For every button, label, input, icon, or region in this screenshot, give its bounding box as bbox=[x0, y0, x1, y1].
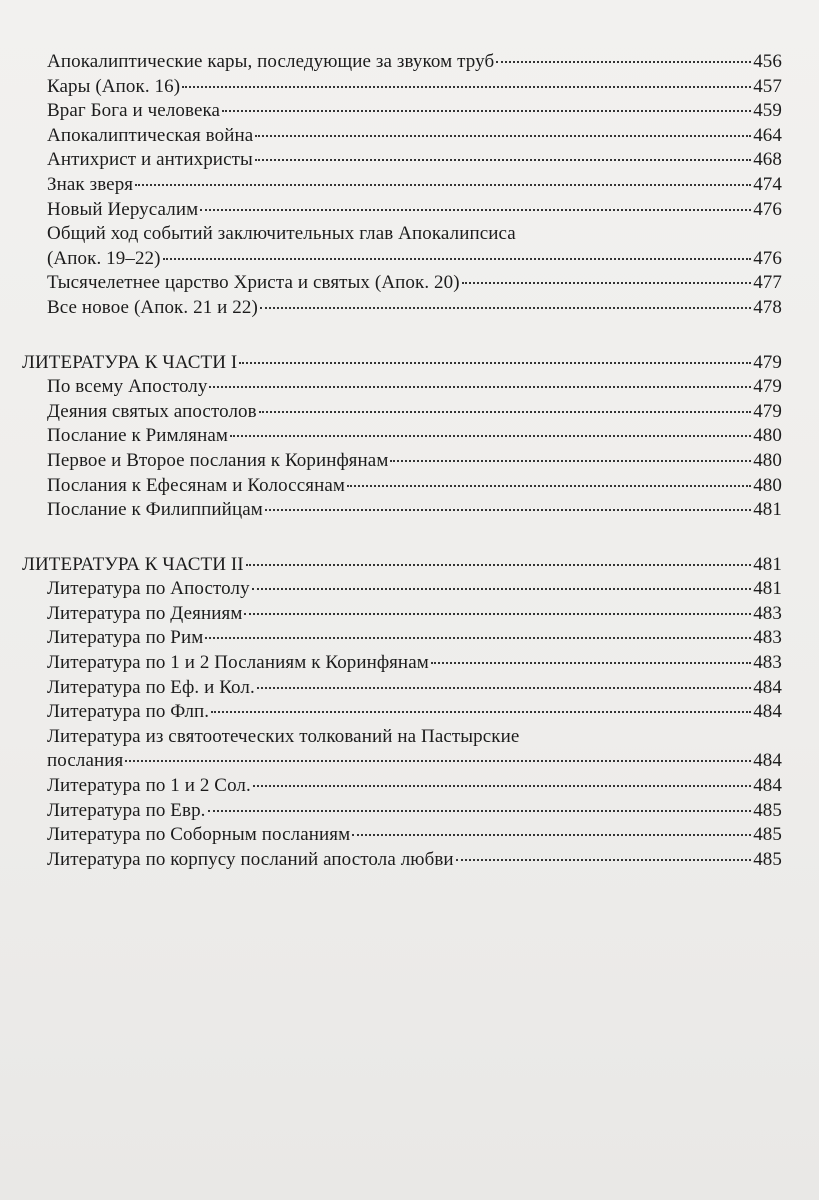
dot-leader bbox=[456, 858, 751, 861]
toc-entry bbox=[22, 626, 782, 651]
dot-leader bbox=[163, 257, 752, 260]
toc-entry bbox=[22, 651, 782, 676]
toc-entry-title: Послание к Филиппийцам bbox=[47, 499, 263, 521]
toc-entry-page: 484 bbox=[753, 775, 782, 797]
toc-entry-page: 477 bbox=[753, 272, 782, 294]
toc-entry bbox=[22, 474, 782, 499]
dot-leader bbox=[431, 661, 751, 664]
toc-entry-title: Литература по корпусу посланий апостола любви bbox=[47, 848, 454, 870]
toc-entry-title: Литература по 1 и 2 Посланиям к Коринфянам bbox=[47, 652, 429, 674]
toc-entry-title: Литература по Флп. bbox=[47, 701, 210, 723]
toc-entry-page: 479 bbox=[753, 376, 782, 398]
toc-entry bbox=[22, 498, 782, 523]
dot-leader bbox=[200, 208, 751, 211]
toc-entry-page: 483 bbox=[753, 602, 782, 624]
toc-entry bbox=[22, 823, 782, 848]
toc-entry bbox=[22, 799, 782, 824]
dot-leader bbox=[205, 636, 751, 639]
toc-entry-title: Общий ход событий заключительных глав Апокалипсиса bbox=[47, 223, 516, 245]
toc-entry-title: Первое и Второе послания к Коринфянам bbox=[47, 449, 389, 471]
dot-leader bbox=[255, 158, 751, 161]
toc-section-heading bbox=[22, 553, 782, 578]
toc-entry bbox=[22, 848, 782, 873]
toc-entry-title: Все новое (Апок. 21 и 22) bbox=[47, 296, 258, 318]
toc-section-heading bbox=[22, 351, 782, 376]
toc-entry-title: Антихрист и антихристы bbox=[47, 149, 253, 171]
dot-leader bbox=[347, 484, 751, 487]
toc-entry bbox=[22, 676, 782, 701]
dot-leader bbox=[390, 459, 751, 462]
dot-leader bbox=[255, 134, 751, 137]
toc-entry-page: 485 bbox=[753, 848, 782, 870]
toc-entry bbox=[22, 271, 782, 296]
toc-entry-page: 481 bbox=[753, 578, 782, 600]
toc-entry-page: 480 bbox=[753, 474, 782, 496]
dot-leader bbox=[222, 109, 751, 112]
toc-entry-title: Апокалиптическая война bbox=[47, 124, 254, 146]
toc-entry-title: Тысячелетнее царство Христа и святых (Апок. 20) bbox=[47, 272, 460, 294]
dot-leader bbox=[244, 612, 751, 615]
toc-group-apocalypse bbox=[22, 50, 782, 321]
toc-entry bbox=[22, 602, 782, 627]
toc-entry-title: Апокалиптические кары, последующие за звуком труб bbox=[47, 51, 495, 72]
toc-entry-page: 485 bbox=[753, 799, 782, 821]
toc-entry bbox=[22, 198, 782, 223]
dot-leader bbox=[257, 686, 751, 689]
toc-entry-page: 483 bbox=[753, 652, 782, 674]
toc-entry-page: 485 bbox=[753, 824, 782, 846]
toc-entry bbox=[22, 148, 782, 173]
dot-leader bbox=[230, 434, 751, 437]
toc-entry bbox=[22, 99, 782, 124]
toc-entry bbox=[22, 296, 782, 321]
toc-entry-title-continued: послания bbox=[47, 750, 124, 772]
dot-leader bbox=[253, 784, 751, 787]
toc-entry bbox=[22, 375, 782, 400]
dot-leader bbox=[239, 361, 751, 364]
toc-entry-title: Послания к Ефесянам и Колоссянам bbox=[47, 474, 345, 496]
dot-leader bbox=[496, 60, 751, 63]
dot-leader bbox=[352, 833, 751, 836]
toc-entry-page: 456 bbox=[753, 51, 782, 72]
dot-leader bbox=[135, 183, 751, 186]
dot-leader bbox=[260, 306, 751, 309]
toc-entry-page: 480 bbox=[753, 425, 782, 447]
toc-heading-page: 479 bbox=[753, 351, 782, 373]
toc-group-literature-part-2 bbox=[22, 553, 782, 873]
toc-entry-title-continued: (Апок. 19–22) bbox=[47, 247, 161, 269]
toc-entry-page: 476 bbox=[753, 198, 782, 220]
dot-leader bbox=[265, 508, 751, 511]
toc-entry bbox=[22, 75, 782, 100]
dot-leader bbox=[182, 85, 751, 88]
toc-entry-page: 468 bbox=[753, 149, 782, 171]
toc-entry-title: Новый Иерусалим bbox=[47, 198, 199, 220]
toc-entry bbox=[22, 700, 782, 725]
toc-entry-title: Литература по Деяниям bbox=[47, 602, 243, 624]
toc-group-literature-part-1 bbox=[22, 351, 782, 523]
toc-entry-page: 459 bbox=[753, 100, 782, 122]
toc-entry-page: 484 bbox=[753, 750, 782, 772]
dot-leader bbox=[462, 281, 752, 284]
toc-entry-title: Литература по Евр. bbox=[47, 799, 206, 821]
toc-entry-title: Литература по 1 и 2 Сол. bbox=[47, 775, 251, 797]
toc-entry-page: 476 bbox=[753, 247, 782, 269]
toc-heading-page: 481 bbox=[753, 553, 782, 575]
dot-leader bbox=[259, 410, 751, 413]
dot-leader bbox=[209, 385, 751, 388]
toc-entry-title: Деяния святых апостолов bbox=[47, 400, 257, 422]
toc-entry-page: 457 bbox=[753, 75, 782, 97]
dot-leader bbox=[252, 587, 752, 590]
toc-entry-title: Знак зверя bbox=[47, 173, 134, 195]
toc-entry-page: 478 bbox=[753, 296, 782, 318]
toc-entry-title: Литература по Рим bbox=[47, 627, 204, 649]
toc-entry-title: Литература по Апостолу bbox=[47, 578, 250, 600]
dot-leader bbox=[125, 759, 751, 762]
toc-entry-title: Литература по Соборным посланиям bbox=[47, 824, 351, 846]
table-of-contents bbox=[22, 50, 782, 902]
toc-entry-page: 464 bbox=[753, 124, 782, 146]
toc-entry-title: По всему Апостолу bbox=[47, 376, 208, 398]
toc-entry-title: Литература из святоотеческих толкований на Пастырские bbox=[47, 725, 520, 747]
toc-entry-page: 481 bbox=[753, 499, 782, 521]
toc-entry-page: 474 bbox=[753, 173, 782, 195]
toc-entry bbox=[22, 50, 782, 75]
toc-entry-title: Послание к Римлянам bbox=[47, 425, 229, 447]
toc-entry bbox=[22, 424, 782, 449]
toc-entry bbox=[22, 400, 782, 425]
toc-entry-title: Литература по Еф. и Кол. bbox=[47, 676, 255, 698]
dot-leader bbox=[208, 809, 752, 812]
toc-entry bbox=[22, 774, 782, 799]
dot-leader bbox=[211, 710, 751, 713]
toc-entry-page: 479 bbox=[753, 400, 782, 422]
toc-entry-page: 484 bbox=[753, 676, 782, 698]
toc-entry-page: 484 bbox=[753, 701, 782, 723]
toc-entry bbox=[22, 124, 782, 149]
toc-entry-page: 483 bbox=[753, 627, 782, 649]
dot-leader bbox=[246, 563, 751, 566]
toc-entry bbox=[22, 725, 782, 774]
toc-heading-title: ЛИТЕРАТУРА К ЧАСТИ I bbox=[22, 351, 238, 373]
toc-entry bbox=[22, 449, 782, 474]
toc-entry-title: Кары (Апок. 16) bbox=[47, 75, 181, 97]
toc-entry-title: Враг Бога и человека bbox=[47, 100, 221, 122]
toc-heading-title: ЛИТЕРАТУРА К ЧАСТИ II bbox=[22, 553, 244, 575]
toc-entry bbox=[22, 173, 782, 198]
toc-entry bbox=[22, 222, 782, 271]
toc-entry bbox=[22, 577, 782, 602]
toc-entry-page: 480 bbox=[753, 449, 782, 471]
